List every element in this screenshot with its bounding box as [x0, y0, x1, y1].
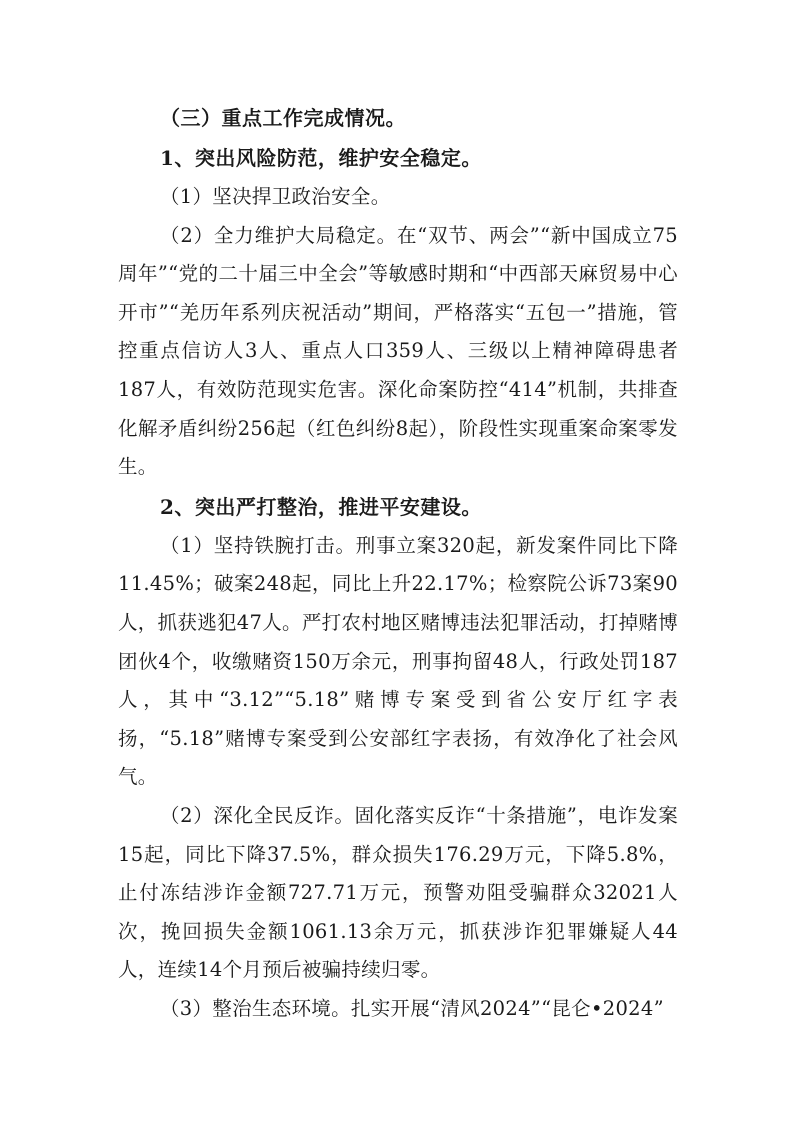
paragraph-stability: （2）全力维护大局稳定。在“双节、两会”“新中国成立75周年”“党的二十届三中全会”等敏感时期和“中西部天麻贸易中心开市”“羌历年系列庆祝活动”期间，严格落实“五包一”措施，管控重点信访人3人、重点人口359人、三级以上精神障碍患者187人，有效防范现实危害。深化命案防控“414”机制，共排查化解矛盾纠纷256起（红色纠纷8起），阶段性实现重案命案零发生。	[118, 223, 678, 479]
subsection-heading-1: 1、突出风险防范，维护安全稳定。	[160, 146, 482, 170]
subsection-heading-2: 2、突出严打整治，推进平安建设。	[160, 494, 482, 519]
paragraph-ecology: （3）整治生态环境。扎实开展“清风2024”“昆仑•2024”	[160, 996, 664, 1020]
document-body	[118, 98, 678, 1028]
paragraph-crackdown: （1）坚持铁腕打击。刑事立案320起，新发案件同比下降11.45%；破案248起，同比上升22.17%；检察院公诉73案90人，抓获逃犯47人。严打农村地区赌博违法犯罪活动，打掉赌博团伙4个，收缴赌资150万余元，刑事拘留48人，行政处罚187人，其中“3.12”“5.18”赌博专案受到省公安厅红字表扬，“5.18”赌博专案受到公安部红字表扬，有效净化了社会风气。	[118, 533, 679, 789]
paragraph-political-security: （1）坚决捍卫政治安全。	[160, 185, 391, 208]
paragraph-anti-fraud: （2）深化全民反诈。固化落实反诈“十条措施”，电诈发案15起，同比下降37.5%，群众损失176.29万元，下降5.8%，止付冻结涉诈金额727.71万元，预警劝阻受骗群众32021人次，挽回损失金额1061.13余万元，抓获涉诈犯罪嫌疑人44人，连续14个月预后被骗持续归零。	[118, 803, 678, 982]
section-heading: （三）重点工作完成情况。	[160, 106, 406, 130]
